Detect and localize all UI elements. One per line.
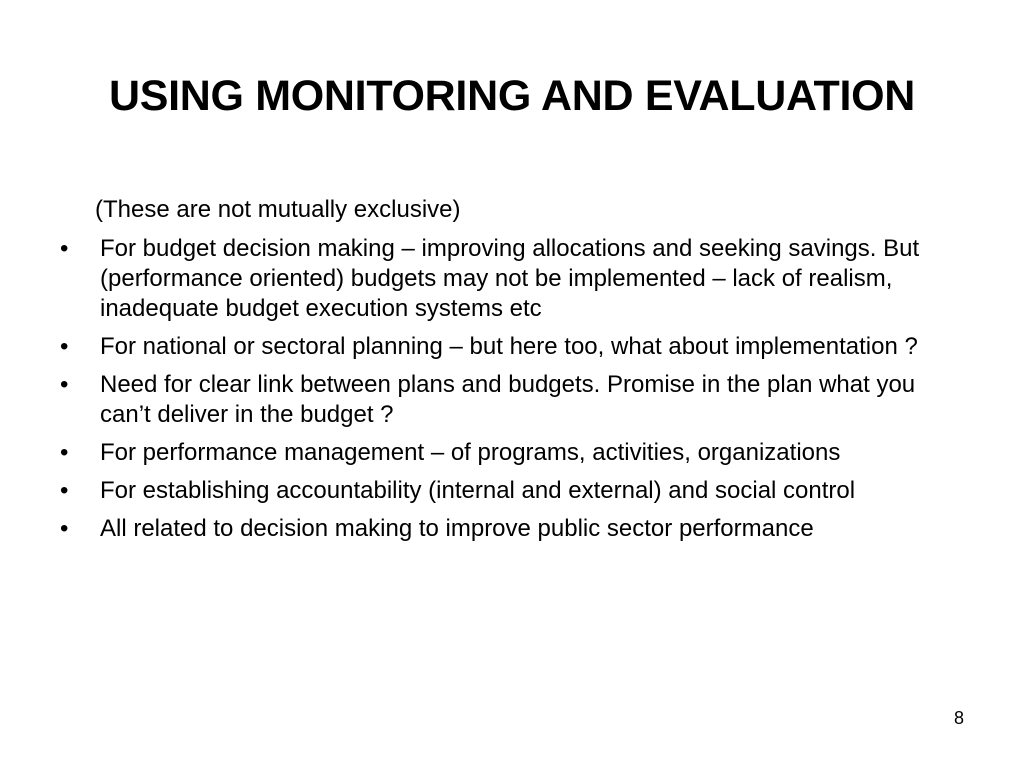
bullet-marker: • [60,371,69,398]
slide-subtitle: (These are not mutually exclusive) [95,196,461,223]
bullet-item [58,370,958,430]
bullet-item [58,514,958,544]
bullet-marker: • [60,333,69,360]
bullet-marker: • [60,515,69,542]
bullet-item [58,476,958,506]
bullet-marker: • [60,477,69,504]
bullet-text: For establishing accountability (internal and external) and social control [100,477,856,504]
bullet-text: For performance management – of programs, activities, organizations [100,439,841,466]
bullet-text: For national or sectoral planning – but here too, what about implementation ? [100,333,918,360]
bullet-text: Need for clear link between plans and budgets. Promise in the plan what you can’t deliver in the budget ? [100,371,916,428]
bullet-text: For budget decision making – improving allocations and seeking savings. But (performance oriented) budgets may not be implemented – lack of realism, inadequate budget execution systems etc [100,235,920,322]
bullet-marker: • [60,235,69,262]
slide-title: USING MONITORING AND EVALUATION [108,72,916,120]
bullet-item [58,234,958,324]
bullet-item [58,438,958,468]
bullet-text: All related to decision making to improve public sector performance [100,515,814,542]
bullet-marker: • [60,439,69,466]
page-number: 8 [953,708,964,728]
bullet-list [58,234,958,552]
bullet-item [58,332,958,362]
